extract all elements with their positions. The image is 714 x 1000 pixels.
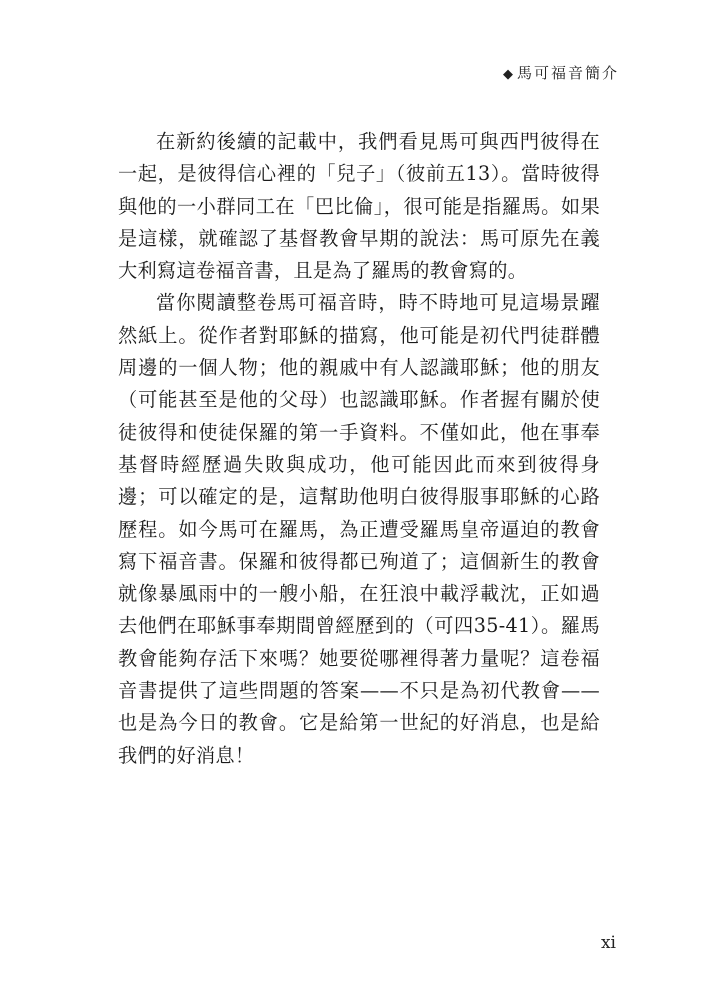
paragraph-1: 在新約後續的記載中，我們看見馬可與西門彼得在一起，是彼得信心裡的「兒子」（彼前五13）。當時彼得與他的一小群同工在「巴比倫」，很可能是指羅馬。如果是這樣，就確認了基督教會早期的說法：馬可原先在義大利寫這卷福音書，且是為了羅馬的教會寫的。 <box>118 130 600 283</box>
body-text <box>118 126 600 772</box>
paragraph-2: 當你閱讀整卷馬可福音時，時不時地可見這場景躍然紙上。從作者對耶穌的描寫，他可能是初代門徒群體周邊的一個人物；他的親戚中有人認識耶穌；他的朋友（可能甚至是他的父母）也認識耶穌。作者握有關於使徒彼得和使徒保羅的第一手資料。不僅如此，他在事奉基督時經歷過失敗與成功，他可能因此而來到彼得身邊；可以確定的是，這幫助他明白彼得服事耶穌的心路歷程。如今馬可在羅馬，為正遭受羅馬皇帝逼迫的教會寫下福音書。保羅和彼得都已殉道了；這個新生的教會就像暴風雨中的一艘小船，在狂浪中載浮載沈，正如過去他們在耶穌事奉期間曾經歷到的（可四35-41）。羅馬教會能夠存活下來嗎？她要從哪裡得著力量呢？這卷福音書提供了這些問題的答案——不只是為初代教會——也是為今日的教會。它是給第一世紀的好消息，也是給我們的好消息！ <box>118 291 600 767</box>
diamond-icon: ◆ <box>502 67 515 82</box>
chapter-title: 馬可福音簡介 <box>516 64 619 82</box>
page-number: xi <box>600 933 616 953</box>
running-header <box>503 62 619 83</box>
